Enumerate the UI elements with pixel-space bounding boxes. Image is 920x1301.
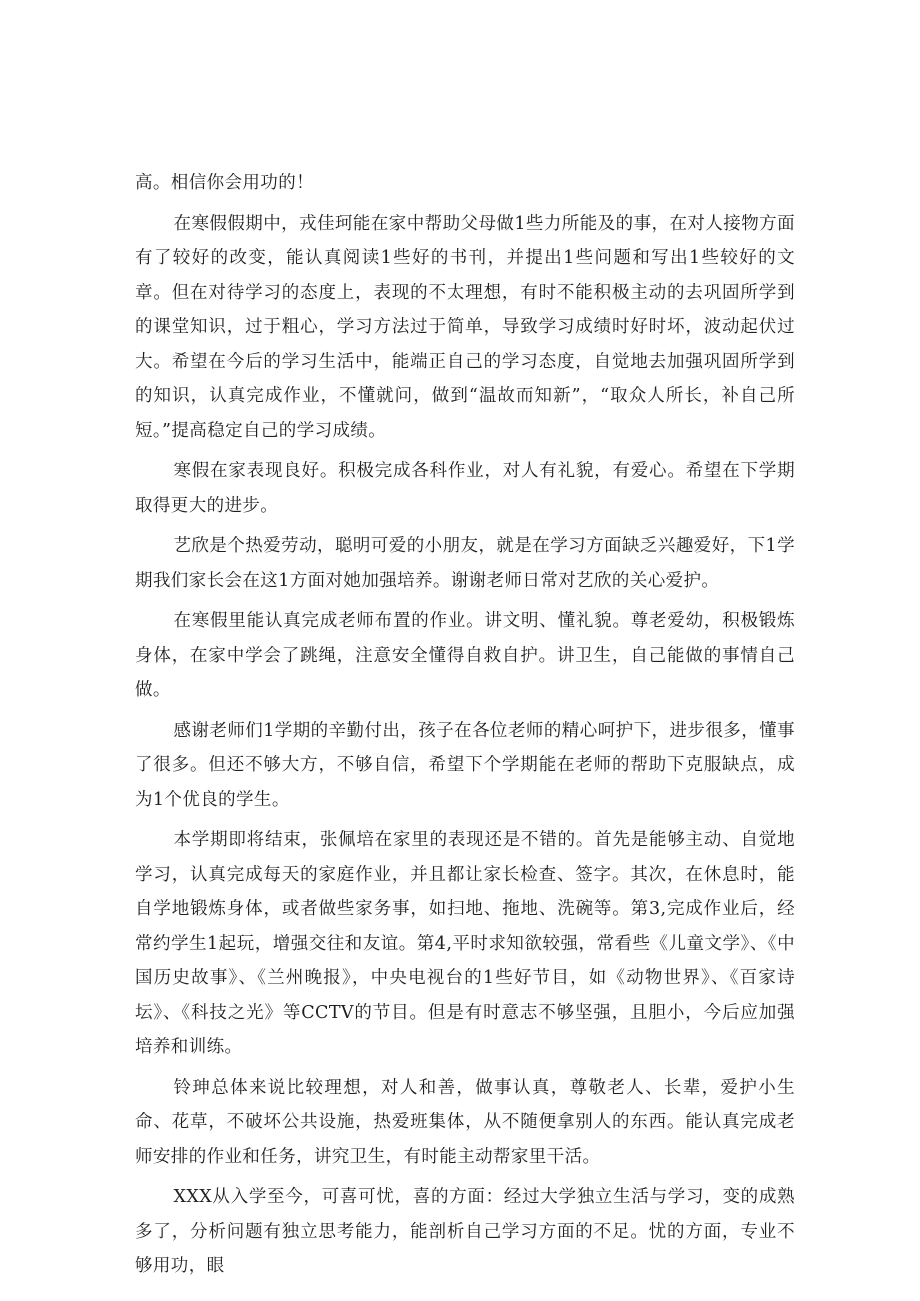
document-body (135, 166, 795, 1290)
paragraph: 感谢老师们1学期的辛勤付出，孩子在各位老师的精心呵护下，进步很多，懂事了很多。但还不够大方，不够自信，希望下个学期能在老师的帮助下克服缺点，成为1个优良的学生。 (135, 720, 795, 810)
paragraph: 铃珅总体来说比较理想，对人和善，做事认真，尊敬老人、长辈，爱护小生命、花草，不破坏公共设施，热爱班集体，从不随便拿别人的东西。能认真完成老师安排的作业和任务，讲究卫生，有时能主动帮家里干活。 (135, 1077, 795, 1167)
paragraph: XXX从入学至今，可喜可忧，喜的方面：经过大学独立生活与学习，变的成熟多了，分析问题有独立思考能力，能剖析自己学习方面的不足。忧的方面，专业不够用功，眼 (135, 1187, 795, 1276)
paragraph: 高。相信你会用功的！ (135, 173, 314, 193)
paragraph: 寒假在家表现良好。积极完成各科作业，对人有礼貌，有爱心。希望在下学期取得更大的进步。 (135, 461, 795, 516)
paragraph: 在寒假里能认真完成老师布置的作业。讲文明、懂礼貌。尊老爱幼，积极锻炼身体，在家中学会了跳绳，注意安全懂得自救自护。讲卫生，自己能做的事情自己做。 (135, 611, 795, 700)
paragraph: 在寒假假期中，戎佳珂能在家中帮助父母做1些力所能及的事，在对人接物方面有了较好的改变，能认真阅读1些好的书刊，并提出1些问题和写出1些较好的文章。但在对待学习的态度上，表现的不太理想，有时不能积极主动的去巩固所学到的课堂知识，过于粗心，学习方法过于简单，导致学习成绩时好时坏，波动起伏过大。希望在今后的学习生活中，能端正自己的学习态度，自觉地去加强巩固所学到的知识，认真完成作业，不懂就问，做到“温故而知新”，“取众人所长，补自己所短。”提高稳定自己的学习成绩。 (135, 213, 795, 441)
paragraph: 本学期即将结束，张佩培在家里的表现还是不错的。首先是能够主动、自觉地学习，认真完成每天的家庭作业，并且都让家长检查、签字。其次，在休息时，能自学地锻炼身体，或者做些家务事，如扫地、拖地、洗碗等。第3,完成作业后，经常约学生1起玩，增强交往和友谊。第4,平时求知欲较强，常看些《儿童文学》、《中国历史故事》、《兰州晚报》，中央电视台的1些好节目，如《动物世界》、《百家诗坛》、《科技之光》等CCTV的节目。但是有时意志不够坚强，且胆小，今后应加强培养和训练。 (135, 830, 795, 1057)
paragraph: 艺欣是个热爱劳动，聪明可爱的小朋友，就是在学习方面缺乏兴趣爱好，下1学期我们家长会在这1方面对她加强培养。谢谢老师日常对艺欣的关心爱护。 (135, 536, 795, 591)
